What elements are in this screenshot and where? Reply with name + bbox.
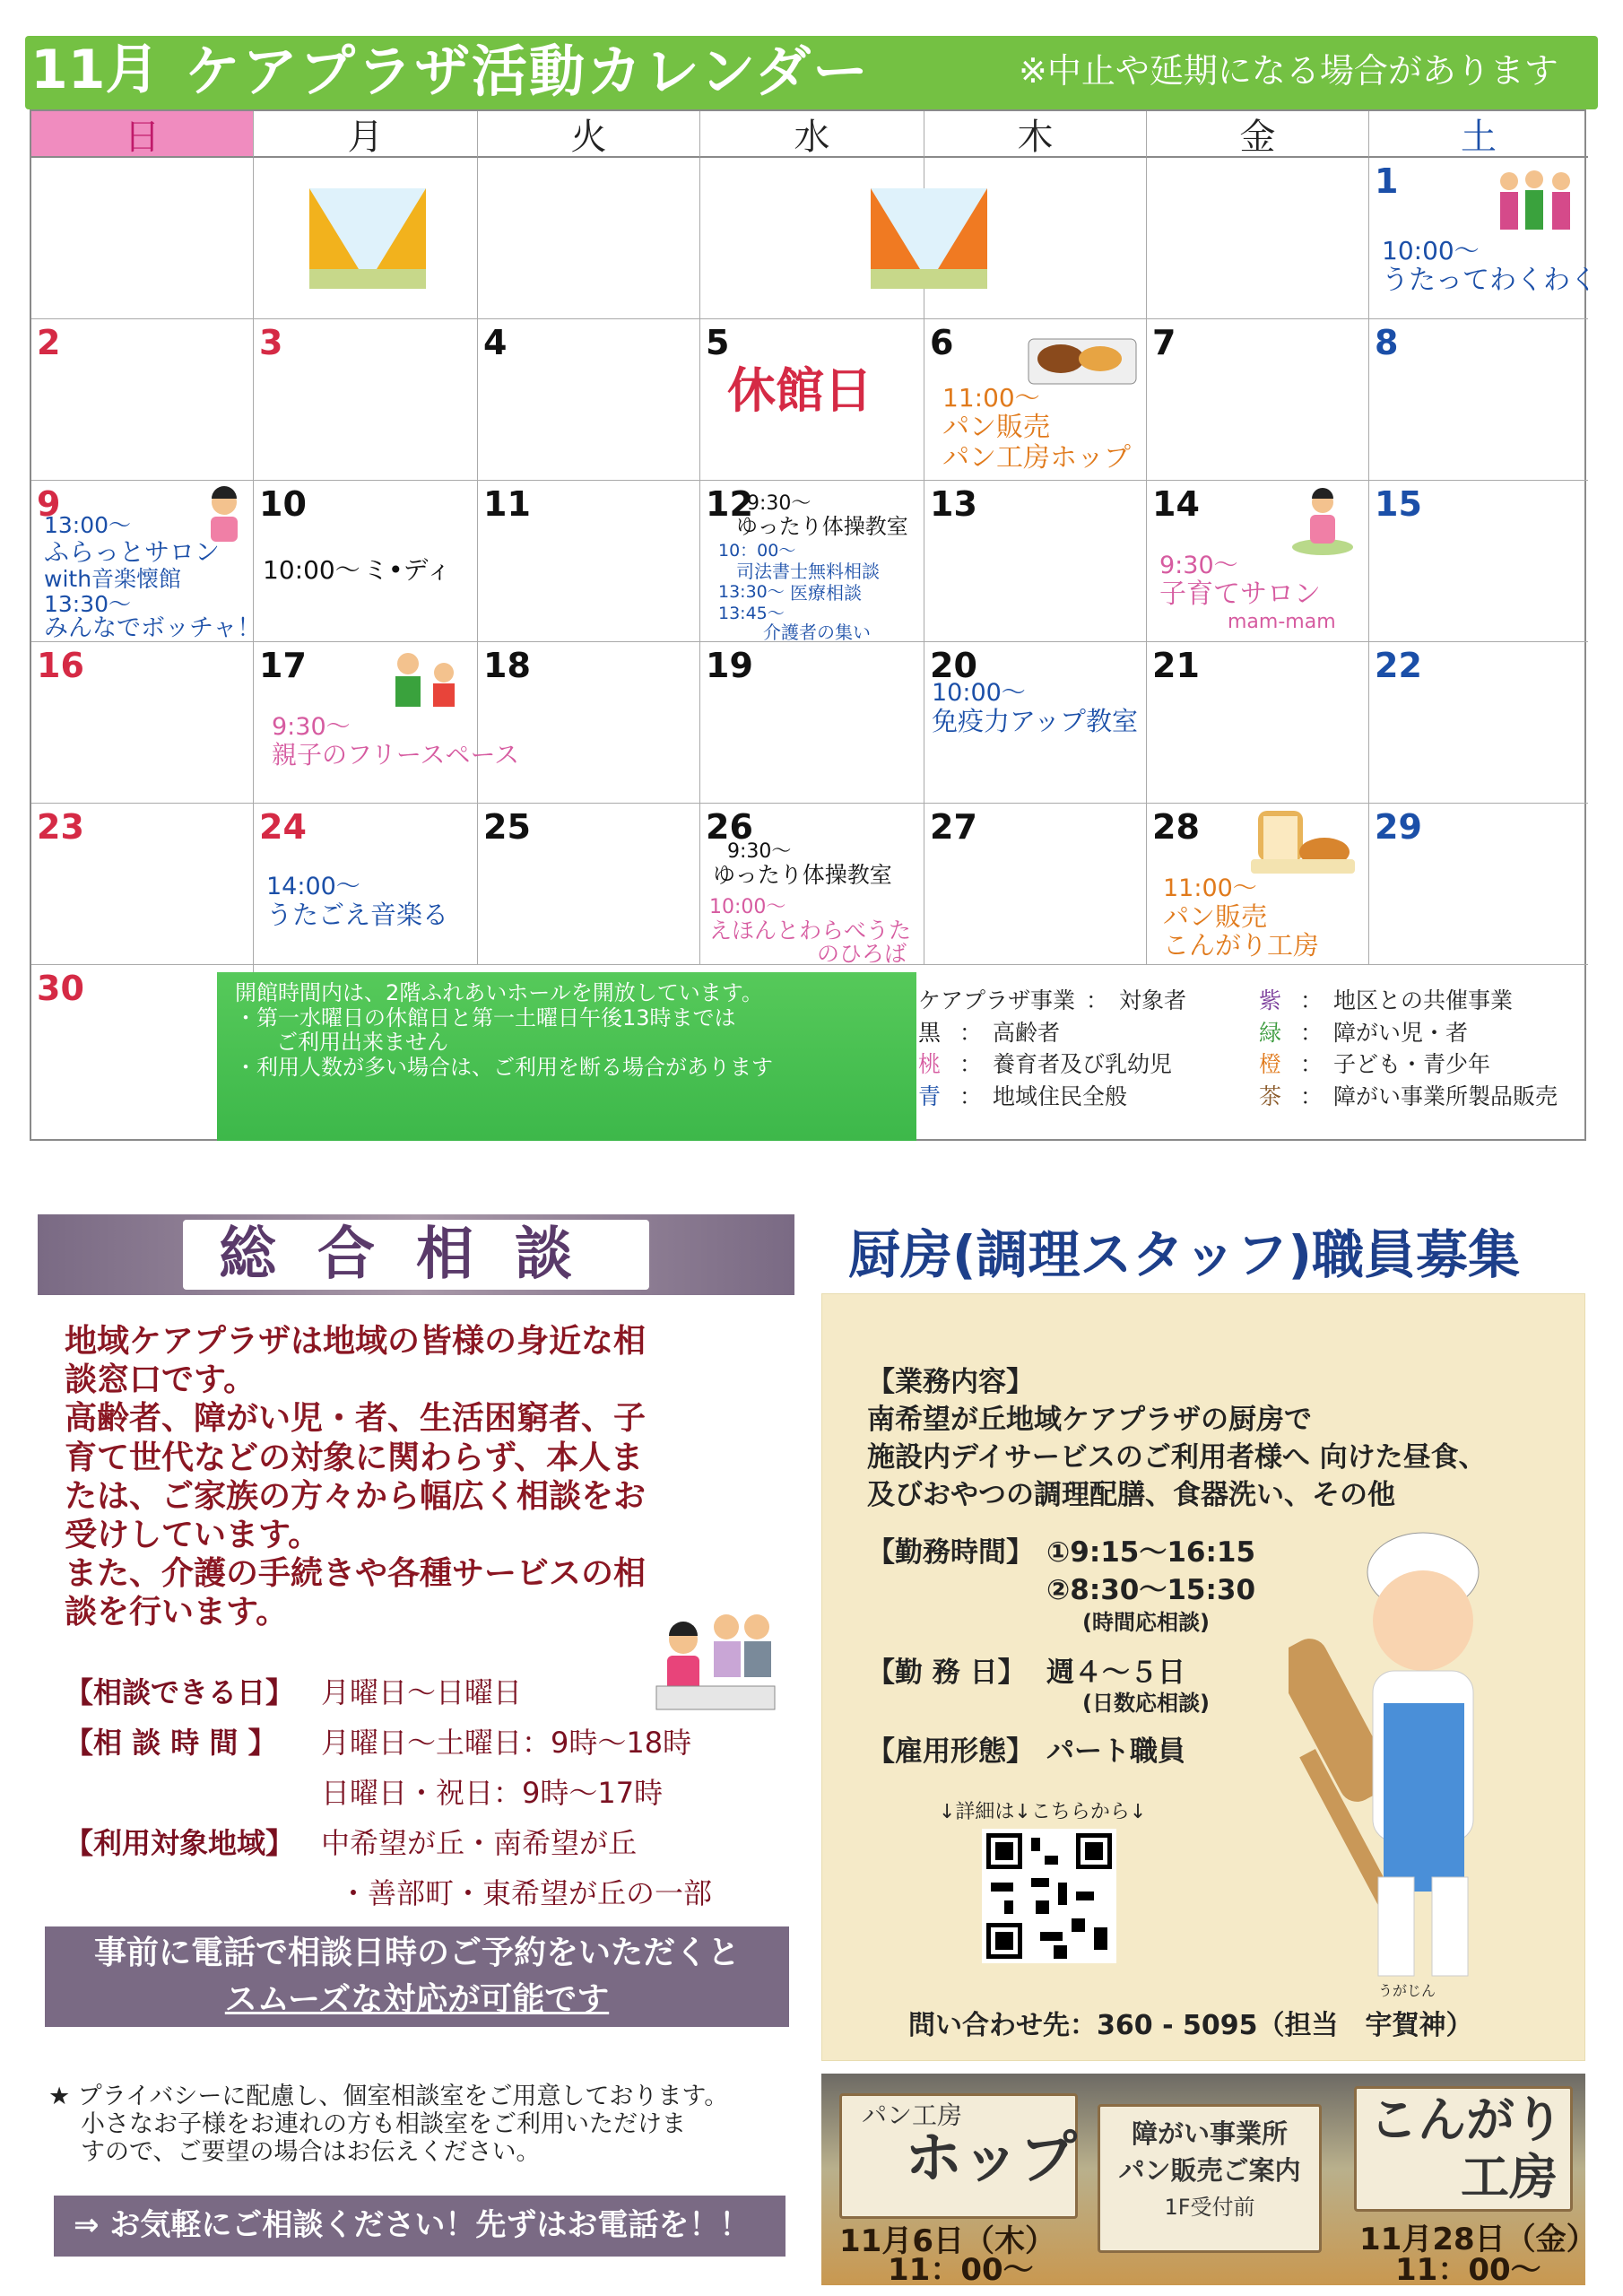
cal-cell-day24 [254, 804, 478, 965]
cal-cell-day8 [1369, 319, 1588, 481]
cal-cell-day13 [924, 481, 1147, 642]
legend-colon: ： [1300, 1083, 1324, 1109]
days-value: 週４～５日 [1046, 1657, 1185, 1689]
type-label: 【雇用形態】 [867, 1735, 1034, 1768]
event-time: 9:30～ [1159, 552, 1238, 579]
weekday-fri: 金 [1147, 111, 1369, 158]
day-number: 12 [706, 484, 753, 524]
event-subtitle: パン工房ホップ [942, 442, 1131, 474]
work-label: 【業務内容】 [867, 1366, 1034, 1398]
event-time: 10:00～ [1382, 236, 1480, 265]
day-number: 24 [259, 807, 307, 847]
hours-label: 【勤務時間】 [867, 1536, 1034, 1569]
cal-cell-day4 [478, 319, 700, 481]
event-time: 10:00～ [263, 555, 360, 585]
day-number: 25 [483, 807, 531, 847]
day-number: 5 [706, 323, 730, 362]
legend-key-brown: 茶 [1259, 1083, 1282, 1109]
cal-cell-day9 [31, 481, 262, 642]
event-title: 親子のフリースペース [272, 740, 520, 770]
cal-cell-day19 [700, 642, 924, 804]
banner-line: ご利用出来ません [276, 1030, 448, 1056]
consult-hours-value-1: 月曜日～土曜日：9時～18時 [321, 1726, 692, 1760]
cal-cell-day11 [478, 481, 700, 642]
banner-line: ・利用人数が多い場合は、ご利用を断る場合があります [235, 1054, 773, 1080]
woman-icon [202, 486, 247, 544]
event-title: 免疫力アップ教室 [932, 706, 1138, 736]
cal-cell-day23 [31, 804, 254, 965]
event-time: 9:30～ [272, 713, 351, 741]
event-subtitle: こんがり工房 [1163, 930, 1320, 961]
legend-colon: ： [1300, 987, 1324, 1013]
legend-value: 障がい事業所製品販売 [1333, 1083, 1558, 1109]
cal-cell-empty [1147, 158, 1369, 319]
event-title: ゆったり体操教室 [736, 514, 908, 539]
hours-value-1: ①9:15～16:15 [1046, 1536, 1256, 1569]
event-title: パン販売 [942, 412, 1050, 443]
privacy-line: ★ プライバシーに配慮し、個室相談室をご用意しております。 [48, 2083, 729, 2110]
cal-cell-day22 [1369, 642, 1588, 804]
cal-cell-day27 [924, 804, 1147, 965]
event-subtitle: with音楽懐館 [44, 566, 182, 592]
event-subtitle: のひろば [817, 941, 907, 967]
day-number: 14 [1152, 484, 1200, 524]
cal-cell-day12 [700, 481, 924, 642]
bakery-banner [821, 2074, 1597, 2288]
work-line: 施設内デイサービスのご利用者様へ 向けた昼食、 [867, 1441, 1487, 1474]
recruit-title: 厨房(調理スタッフ)職員募集 [848, 1224, 1521, 1285]
event-time: 13:30～ [718, 582, 785, 602]
konguri-date: 11月28日（金） [1359, 2222, 1597, 2257]
consult-area-label: 【利用対象地域】 [65, 1826, 295, 1860]
legend-key-green: 緑 [1259, 1019, 1282, 1046]
day-number: 22 [1375, 646, 1422, 685]
cal-cell-empty [254, 158, 478, 319]
event-time: 9:30～ [747, 492, 812, 515]
event-time: 11:00～ [942, 383, 1040, 413]
weekday-thu: 木 [924, 111, 1147, 158]
day-number: 16 [37, 646, 84, 685]
cal-cell-day10 [254, 481, 478, 642]
hours-value-2: ②8:30～15:30 [1046, 1574, 1256, 1606]
day-number: 21 [1152, 646, 1200, 685]
legend-header-label: ケアプラザ事業 [918, 987, 1076, 1013]
weekday-sun: 日 [31, 111, 254, 158]
header-month: 11月 [30, 39, 160, 101]
body-line: 談窓口です。 [65, 1361, 256, 1399]
privacy-line: 小さなお子様をお連れの方も相談室をご利用いただけま [81, 2110, 686, 2139]
day-number: 15 [1375, 484, 1422, 524]
info-line: 1F受付前 [1164, 2194, 1255, 2220]
day-number: 6 [930, 323, 954, 362]
legend-value: 養育者及び乳幼児 [993, 1051, 1173, 1077]
consultation-header [38, 1214, 794, 1295]
event-time: 13:45～ [718, 604, 785, 623]
day-number: 18 [483, 646, 531, 685]
cal-cell-day20 [924, 642, 1147, 804]
cal-cell-empty [700, 158, 924, 319]
konguri-sign [1354, 2086, 1573, 2212]
reservation-line: 事前に電話で相談日時のご予約をいただくと [93, 1935, 740, 1971]
closed-day-label: 休館日 [727, 362, 872, 419]
event-time: 13:30～ [44, 591, 132, 617]
cal-cell-day5 [700, 319, 924, 481]
privacy-note [48, 2083, 728, 2166]
privacy-line: すので、ご要望の場合はお伝えください。 [81, 2138, 541, 2167]
autumn-trees-illustration [309, 188, 426, 289]
info-line: パン販売ご案内 [1118, 2155, 1301, 2187]
event-title: 子育てサロン [1159, 578, 1321, 610]
banner-line: ・第一水曜日の休館日と第一土曜日午後13時までは [235, 1004, 736, 1031]
hop-small-label: パン工房 [862, 2100, 963, 2130]
cal-cell-empty [31, 158, 254, 319]
mother-child-icon [1290, 488, 1355, 556]
qr-hint: ↓詳細は↓こちらから↓ [939, 1801, 1147, 1823]
day-number: 9 [37, 484, 61, 524]
hours-note: (時間応相談) [1082, 1610, 1210, 1635]
cal-cell-day1 [1369, 158, 1597, 319]
body-line: 地域ケアプラザは地域の皆様の身近な相 [65, 1323, 647, 1360]
day-number: 17 [259, 646, 307, 685]
hop-time: 11：00～ [888, 2252, 1034, 2288]
legend-colon: ： [959, 1051, 983, 1077]
day-number: 1 [1375, 161, 1399, 201]
legend-key-purple: 紫 [1259, 987, 1282, 1013]
day-number: 3 [259, 323, 283, 362]
days-label: 【勤 務 日】 [867, 1657, 1026, 1689]
consult-area-value-1: 中希望が丘・南希望が丘 [321, 1826, 638, 1860]
hop-date: 11月6日（木） [839, 2223, 1055, 2259]
event-time: 9:30～ [727, 840, 792, 863]
cal-cell-day7 [1147, 319, 1369, 481]
legend-value: 障がい児・者 [1333, 1019, 1469, 1046]
event-title: ゆったり体操教室 [713, 862, 892, 888]
cal-cell-day29 [1369, 804, 1588, 965]
cal-cell-day3 [254, 319, 478, 481]
legend-key-black: 黒 [918, 1019, 942, 1046]
hop-sign [839, 2093, 1078, 2219]
day-number: 19 [706, 646, 753, 685]
consult-days-value: 月曜日～日曜日 [321, 1675, 523, 1709]
cal-cell-day6 [924, 319, 1147, 481]
bread-tray-icon [1025, 323, 1140, 387]
event-subtitle: mam-mam [1228, 611, 1336, 633]
day-number: 29 [1375, 807, 1422, 847]
day-number: 28 [1152, 807, 1200, 847]
work-line: 及びおやつの調理配膳、食器洗い、その他 [867, 1479, 1395, 1511]
day-number: 13 [930, 484, 977, 524]
weekday-tue: 火 [478, 111, 700, 158]
day-number: 30 [37, 969, 84, 1008]
event-title: 介護者の集い [763, 622, 871, 643]
cal-cell-empty [924, 158, 1147, 319]
event-title: えほんとわらべうた [709, 918, 912, 944]
konguri-big-label: こんがり [1369, 2092, 1563, 2148]
bread-loaf-icon [1251, 805, 1355, 881]
body-line: 育て世代などの対象に関わらず、本人ま [65, 1439, 644, 1476]
legend-header-desc: 対象者 [1119, 987, 1187, 1013]
contact-info: 問い合わせ先：360 - 5095（担当 宇賀神） [908, 2010, 1473, 2041]
day-number: 27 [930, 807, 977, 847]
consult-area-value-2: ・善部町・東希望が丘の一部 [339, 1876, 713, 1910]
legend-value: 子ども・青少年 [1333, 1051, 1491, 1077]
qr-code-icon[interactable] [982, 1829, 1116, 1963]
recruit-panel [821, 1293, 1585, 2061]
legend-key-orange: 橙 [1259, 1051, 1282, 1077]
singing-people-icon [1493, 167, 1577, 240]
body-line: 高齢者、障がい児・者、生活困窮者、子 [65, 1400, 647, 1438]
type-value: パート職員 [1046, 1735, 1185, 1768]
legend-colon: ： [959, 1083, 983, 1109]
consult-hours-label: 【相 談 時 間 】 [65, 1726, 277, 1760]
reservation-banner [45, 1926, 789, 2027]
body-line: 談を行います。 [65, 1594, 289, 1631]
header-note: ※中止や延期になる場合があります [1019, 51, 1558, 91]
event-title: みんなでボッチャ！ [44, 614, 262, 642]
body-line: たは、ご家族の方々から幅広く相談をお [65, 1477, 647, 1515]
reservation-line: スムーズな対応が可能です [224, 1981, 610, 2018]
weekday-wed: 水 [700, 111, 924, 158]
event-title: うたごえ音楽る [266, 900, 449, 930]
cal-cell-day15 [1369, 481, 1588, 642]
call-us-banner: ⇒ お気軽にご相談ください！先ずはお電話を！！ [54, 2196, 785, 2257]
event-time: 10:00～ [709, 896, 786, 918]
event-title: うたってわくわく [1382, 265, 1597, 296]
banner-line: 開館時間内は、2階ふれあいホールを開放しています。 [235, 980, 763, 1005]
ruby-text: うがじん [1378, 1982, 1436, 1999]
hop-big-label: ホップ [905, 2126, 1077, 2192]
days-note: (日数応相談) [1082, 1691, 1210, 1716]
day-number: 8 [1375, 323, 1399, 362]
weekday-sat: 土 [1369, 111, 1588, 158]
event-title: 医療相談 [790, 582, 862, 604]
cal-cell-day28 [1147, 804, 1369, 965]
info-line: 障がい事業所 [1131, 2118, 1288, 2149]
legend-value: 地区との共催事業 [1333, 987, 1514, 1013]
hall-open-banner [217, 972, 916, 1141]
legend-key-blue: 青 [918, 1083, 942, 1109]
consult-hours-value-2: 日曜日・祝日：9時～17時 [321, 1776, 664, 1810]
cal-cell-day14 [1147, 481, 1369, 642]
day-number: 4 [483, 323, 508, 362]
day-number: 7 [1152, 323, 1176, 362]
work-line: 南希望が丘地域ケアプラザの厨房で [867, 1404, 1312, 1436]
event-title: ふらっとサロン [44, 537, 221, 567]
calendar-header [25, 36, 1598, 109]
day-number: 23 [37, 807, 84, 847]
counseling-illustration [647, 1600, 782, 1718]
legend-value: 高齢者 [993, 1019, 1061, 1046]
weekday-mon: 月 [254, 111, 478, 158]
day-number: 2 [37, 323, 61, 362]
cal-cell-day26 [700, 804, 924, 965]
event-title: ミ•ディ [363, 555, 452, 585]
info-sign [1098, 2104, 1322, 2253]
cal-cell-day16 [31, 642, 254, 804]
day-number: 10 [259, 484, 307, 524]
legend-value: 地域住民全般 [993, 1083, 1128, 1109]
parent-child-icon [388, 649, 471, 710]
event-time: 10：00～ [718, 541, 796, 561]
legend-colon: ： [1086, 987, 1109, 1013]
consult-days-label: 【相談できる日】 [65, 1675, 295, 1709]
cal-cell-day25 [478, 804, 700, 965]
day-number: 26 [706, 807, 753, 847]
event-time: 11:00～ [1163, 874, 1257, 902]
day-number: 20 [930, 646, 977, 685]
legend-key-pink: 桃 [918, 1051, 942, 1077]
cal-cell-day21 [1147, 642, 1369, 804]
consultation-title: 総合相談 [183, 1220, 649, 1290]
event-title: 司法書士無料相談 [736, 561, 880, 582]
event-title: パン販売 [1163, 901, 1268, 932]
legend-colon: ： [959, 1019, 983, 1046]
chef-illustration [1289, 1527, 1575, 1985]
legend-colon: ： [1300, 1051, 1324, 1077]
body-line: また、介護の手続きや各種サービスの相 [65, 1555, 647, 1593]
konguri-big-label: 工房 [1461, 2149, 1558, 2205]
event-time: 13:00～ [44, 512, 132, 538]
konguri-time: 11：00～ [1395, 2252, 1541, 2288]
header-title: ケアプラザ活動カレンダー [185, 39, 870, 104]
event-time: 14:00～ [266, 873, 360, 900]
cal-cell-day2 [31, 319, 254, 481]
legend-colon: ： [1300, 1019, 1324, 1046]
consultation-body [65, 1322, 773, 1632]
day-number: 11 [483, 484, 531, 524]
body-line: 受けしています。 [65, 1516, 321, 1553]
cal-cell-day18 [478, 642, 700, 804]
cal-cell-empty [478, 158, 700, 319]
event-time: 10:00～ [932, 679, 1026, 707]
